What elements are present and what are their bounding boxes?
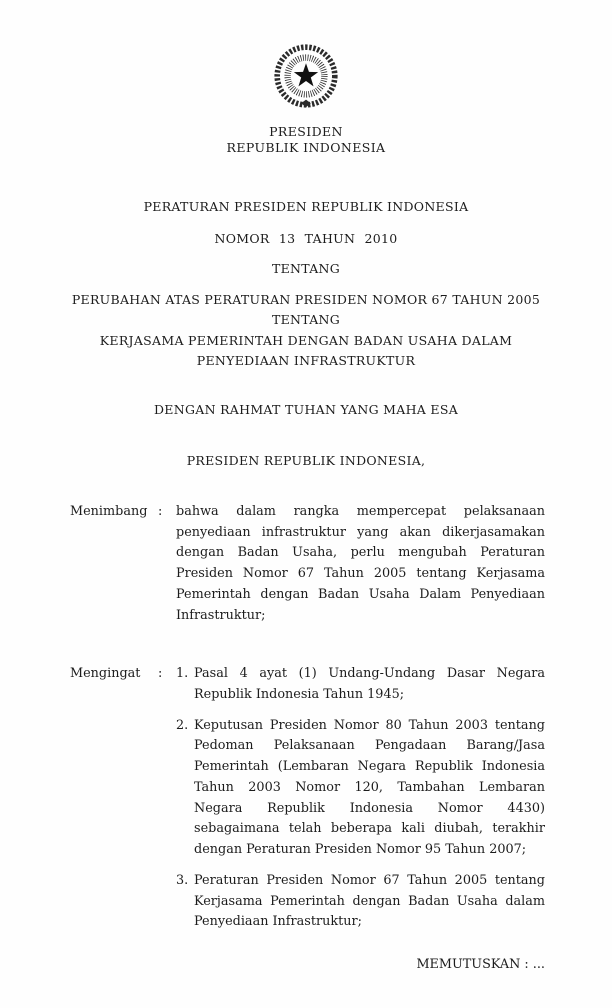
legal-item-text: Pasal 4 ayat (1) Undang-Undang Dasar Negara Republik Indonesia Tahun 1945; [194, 666, 545, 703]
grace-clause: DENGAN RAHMAT TUHAN YANG MAHA ESA [153, 402, 459, 417]
memutuskan-line: MEMUTUSKAN : ... [416, 956, 545, 972]
menimbang-label: Menimbang [70, 504, 148, 519]
regulation-tentang: TENTANG [271, 260, 341, 276]
menimbang-clause [70, 502, 545, 626]
mengingat-label: Mengingat [70, 666, 141, 682]
authority-clause: PRESIDEN REPUBLIK INDONESIA, [186, 453, 426, 468]
document-body [70, 502, 545, 975]
title-block [0, 199, 612, 373]
regulation-subject-line1: PERUBAHAN ATAS PERATURAN PRESIDEN NOMOR 67 TAHUN 2005 TENTANG [71, 291, 541, 328]
legal-item [176, 871, 545, 933]
letterhead-republik-indonesia: REPUBLIK INDONESIA [226, 140, 386, 156]
legal-item [176, 664, 545, 705]
letterhead-presiden: PRESIDEN [269, 124, 343, 139]
legal-item-text: Keputusan Presiden Nomor 80 Tahun 2003 tentang Pedoman Pelaksanaan Pengadaan Barang/Jasa Pemerintah (Lembaran Negara Republik Indonesia Tahun 2003 Nomor 120, Tambahan Lembaran Negara Republik Indonesia Nomor 4430) sebagaimana telah beberapa kali diubah, terakhir dengan Peraturan Presiden Nomor 95 Tahun 2007; [194, 717, 545, 858]
legal-item-text: Peraturan Presiden Nomor 67 Tahun 2005 tentang Kerjasama Pemerintah dengan Badan Usaha dalam Penyediaan Infrastruktur; [194, 872, 545, 930]
regulation-number: NOMOR 13 TAHUN 2010 [214, 230, 398, 246]
letterhead [0, 124, 612, 157]
legal-item-number: 1. [176, 666, 189, 682]
legal-item-number: 3. [176, 872, 189, 888]
presidential-seal-icon [266, 36, 346, 116]
regulation-title: PERATURAN PRESIDEN REPUBLIK INDONESIA [143, 198, 469, 214]
menimbang-colon: : [158, 504, 163, 519]
menimbang-text: bahwa dalam rangka mempercepat pelaksanaan penyediaan infrastruktur yang akan dikerjasamakan dengan Badan Usaha, perlu mengubah Peraturan Presiden Nomor 67 Tahun 2005 tentang Kerjasama Pemerintah dengan Badan Usaha Dalam Penyediaan Infrastruktur; [176, 504, 545, 623]
regulation-subject [69, 290, 544, 373]
legal-item-number: 2. [176, 717, 189, 733]
mengingat-clause [70, 664, 545, 933]
mengingat-colon: : [158, 666, 163, 682]
regulation-subject-line2: KERJASAMA PEMERINTAH DENGAN BADAN USAHA DALAM [99, 332, 513, 348]
legal-item [176, 716, 545, 861]
mengingat-list [176, 664, 545, 933]
regulation-subject-line3: PENYEDIAAN INFRASTRUKTUR [196, 353, 416, 369]
